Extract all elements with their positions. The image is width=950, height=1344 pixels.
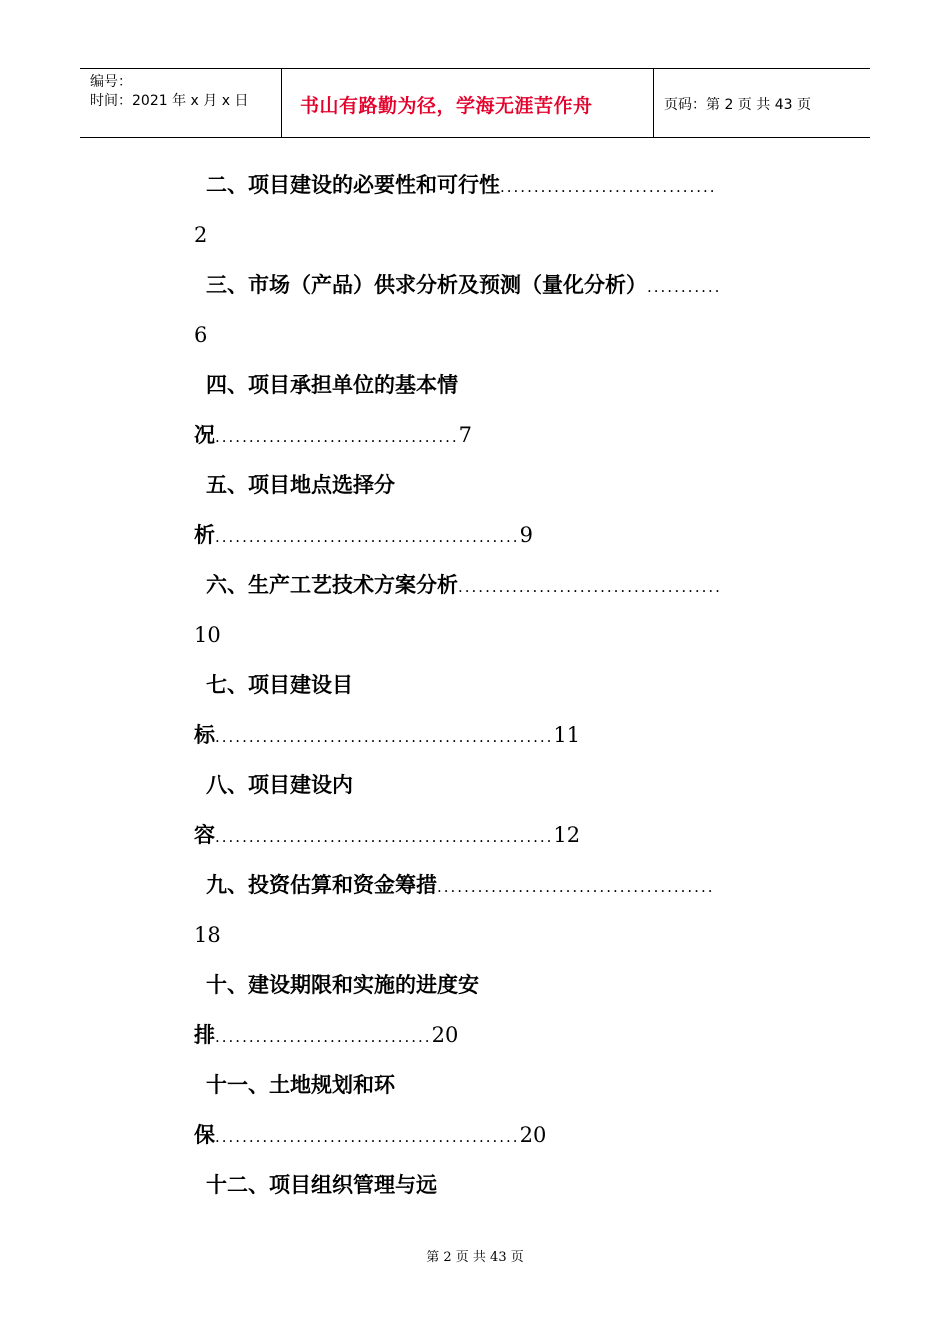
toc-entry: 析.............................................9: [194, 523, 533, 547]
toc-entry: 标..................................................11: [194, 723, 581, 747]
toc-entry: 三、市场（产品）供求分析及预测（量化分析）...........: [206, 273, 722, 297]
document-number-label: 编号：: [90, 74, 132, 90]
toc-entry: 保.............................................20: [194, 1123, 547, 1147]
toc-entry: 四、项目承担单位的基本情: [206, 373, 458, 397]
toc-entry: 容..................................................12: [194, 823, 581, 847]
toc-entry: 10: [194, 623, 221, 647]
header-page-cell: [654, 69, 870, 137]
toc-entry: 2: [194, 223, 208, 247]
page-header: [80, 68, 870, 138]
toc-entry: 七、项目建设目: [206, 673, 353, 697]
toc-entry: 五、项目地点选择分: [206, 473, 395, 497]
page-footer: 第 2 页 共 43 页: [426, 1250, 524, 1265]
toc-entry: 况....................................7: [194, 423, 473, 447]
toc-entry: 6: [194, 323, 208, 347]
toc-entry: 十一、土地规划和环: [206, 1073, 395, 1097]
toc-entry: 九、投资估算和资金筹措.........................................: [206, 873, 715, 897]
toc-entry: 六、生产工艺技术方案分析.......................................: [206, 573, 722, 597]
header-page-label: 页码：第 2 页 共 43 页: [664, 97, 811, 113]
toc-entry: 排................................20: [194, 1023, 459, 1047]
toc-entry: 18: [194, 923, 221, 947]
toc-entry: 十二、项目组织管理与远: [206, 1173, 437, 1197]
document-time-label: 时间：2021 年 x 月 x 日: [90, 93, 249, 109]
header-motto-cell: [282, 69, 654, 137]
toc-entry: 二、项目建设的必要性和可行性................................: [206, 173, 717, 197]
header-info-cell: [80, 69, 282, 137]
toc-entry: 八、项目建设内: [206, 773, 353, 797]
header-motto: 书山有路勤为径，学海无涯苦作舟: [300, 95, 593, 117]
toc-entry: 十、建设期限和实施的进度安: [206, 973, 479, 997]
